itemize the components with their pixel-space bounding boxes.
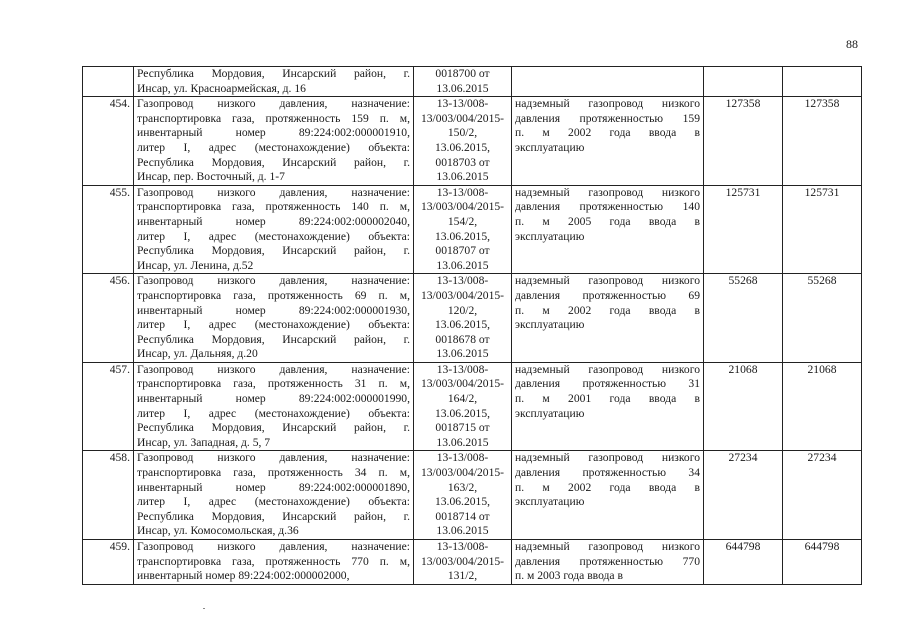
description-line: Республика Мордовия, Инсарский район, г. (137, 155, 410, 169)
registration-line: 13.06.2015 (436, 81, 489, 95)
description-line: Республика Мордовия, Инсарский район, г. (137, 421, 410, 435)
residual-value-cell (783, 67, 862, 97)
characteristics-line: давления протяженностью 140 (515, 200, 700, 214)
book-value-cell: 55268 (704, 274, 783, 363)
object-description-cell (134, 67, 414, 97)
registration-line: 0018714 от (435, 509, 490, 523)
residual-value-cell: 27234 (783, 451, 862, 540)
registration-line: 13-13/008- (436, 274, 489, 288)
row-number-cell: 457. (83, 362, 134, 451)
residual-value-cell: 125731 (783, 185, 862, 274)
row-number-cell (83, 67, 134, 97)
description-line: инвентарный номер 89:224:002:000001910, (137, 126, 410, 140)
characteristics-line: надземный газопровод низкого (515, 274, 700, 288)
book-value-cell: 125731 (704, 185, 783, 274)
registration-line: 13.06.2015 (436, 347, 489, 361)
registration-line: 150/2, (447, 126, 478, 140)
characteristics-line: п. м 2002 года ввода в (515, 126, 700, 140)
book-value-cell: 127358 (704, 97, 783, 186)
registration-line: 0018700 от (435, 67, 490, 80)
object-description-cell (134, 362, 414, 451)
registration-line: 13-13/008- (436, 540, 489, 553)
description-line: литер I, адрес (местонахождение) объекта: (137, 495, 410, 509)
registration-line: 13/003/004/2015- (420, 111, 505, 125)
residual-value-cell: 644798 (783, 540, 862, 585)
table-row (83, 540, 862, 585)
characteristics-line: давления протяженностью 69 (515, 288, 700, 302)
object-description-cell (134, 97, 414, 186)
characteristics-line: эксплуатацию (515, 495, 585, 509)
description-line: Инсар, ул. Западная, д. 5, 7 (137, 435, 271, 449)
description-line: Газопровод низкого давления, назначение: (137, 451, 410, 465)
registration-cell (414, 274, 512, 363)
book-value-cell: 644798 (704, 540, 783, 585)
characteristics-line: надземный газопровод низкого (515, 362, 700, 376)
registration-line: 13-13/008- (436, 97, 489, 111)
description-line: литер I, адрес (местонахождение) объекта: (137, 318, 410, 332)
characteristics-line: давления протяженностью 159 (515, 111, 700, 125)
registration-line: 0018703 от (435, 155, 490, 169)
characteristics-line: эксплуатацию (515, 406, 585, 420)
object-description-cell (134, 451, 414, 540)
description-line: Инсар, ул. Ленина, д.52 (137, 258, 254, 272)
description-line: Газопровод низкого давления, назначение: (137, 274, 410, 288)
characteristics-cell (512, 97, 704, 186)
description-line: Газопровод низкого давления, назначение: (137, 362, 410, 376)
registration-line: 164/2, (447, 392, 478, 406)
registration-line: 13.06.2015 (436, 170, 489, 184)
description-line: Газопровод низкого давления, назначение: (137, 185, 410, 199)
registration-line: 13/003/004/2015- (420, 554, 505, 568)
registration-cell (414, 540, 512, 585)
characteristics-line: надземный газопровод низкого (515, 540, 700, 553)
characteristics-line: эксплуатацию (515, 140, 585, 154)
table-row (83, 451, 862, 540)
description-line: литер I, адрес (местонахождение) объекта: (137, 406, 410, 420)
characteristics-line: надземный газопровод низкого (515, 451, 700, 465)
description-line: Газопровод низкого давления, назначение: (137, 540, 410, 553)
characteristics-cell (512, 451, 704, 540)
registration-line: 154/2, (447, 214, 478, 228)
registration-line: 131/2, (447, 569, 478, 583)
description-line: Инсар, ул. Комосомольская, д.36 (137, 524, 299, 538)
book-value-cell (704, 67, 783, 97)
characteristics-line: п. м 2002 года ввода в (515, 303, 700, 317)
characteristics-line: давления протяженностью 31 (515, 377, 700, 391)
description-line: Инсар, пер. Восточный, д. 1-7 (137, 170, 285, 184)
description-line: Газопровод низкого давления, назначение: (137, 97, 410, 111)
description-line: инвентарный номер 89:224:002:000001930, (137, 303, 410, 317)
characteristics-cell (512, 67, 704, 97)
object-description-cell (134, 185, 414, 274)
table-row (83, 97, 862, 186)
row-number-cell: 454. (83, 97, 134, 186)
characteristics-cell (512, 362, 704, 451)
description-line: транспортировка газа, протяженность 159 п. м, (137, 111, 410, 125)
registration-cell (414, 451, 512, 540)
table-row (83, 362, 862, 451)
registration-line: 13.06.2015, (434, 495, 491, 509)
registration-line: 0018707 от (435, 244, 490, 258)
characteristics-line: п. м 2003 года ввода в (515, 569, 623, 583)
description-line: Инсар, ул. Красноармейская, д. 16 (137, 81, 306, 95)
registration-line: 13.06.2015, (434, 318, 491, 332)
characteristics-cell (512, 185, 704, 274)
description-line: транспортировка газа, протяженность 34 п. м, (137, 466, 410, 480)
registration-cell (414, 67, 512, 97)
description-line: транспортировка газа, протяженность 140 п. м, (137, 200, 410, 214)
registration-line: 120/2, (447, 303, 478, 317)
characteristics-line: эксплуатацию (515, 318, 585, 332)
registration-line: 13.06.2015 (436, 258, 489, 272)
description-line: инвентарный номер 89:224:002:000001890, (137, 480, 410, 494)
book-value-cell: 21068 (704, 362, 783, 451)
characteristics-line: давления протяженностью 34 (515, 466, 700, 480)
row-number-cell: 459. (83, 540, 134, 585)
registry-table (82, 66, 862, 585)
description-line: инвентарный номер 89:224:002:000002000, (137, 569, 350, 583)
object-description-cell (134, 540, 414, 585)
row-number-cell: 455. (83, 185, 134, 274)
registration-line: 13.06.2015 (436, 524, 489, 538)
registration-line: 13.06.2015 (436, 435, 489, 449)
description-line: Республика Мордовия, Инсарский район, г. (137, 67, 410, 80)
registry-table-body (83, 67, 862, 585)
registration-line: 13/003/004/2015- (420, 200, 505, 214)
description-line: Республика Мордовия, Инсарский район, г. (137, 509, 410, 523)
description-line: транспортировка газа, протяженность 69 п. м, (137, 288, 410, 302)
description-line: транспортировка газа, протяженность 31 п. м, (137, 377, 410, 391)
characteristics-line: п. м 2002 года ввода в (515, 480, 700, 494)
registration-cell (414, 185, 512, 274)
description-line: транспортировка газа, протяженность 770 п. м, (137, 554, 410, 568)
registration-line: 13-13/008- (436, 451, 489, 465)
residual-value-cell: 21068 (783, 362, 862, 451)
description-line: Республика Мордовия, Инсарский район, г. (137, 332, 410, 346)
description-line: Республика Мордовия, Инсарский район, г. (137, 244, 410, 258)
description-line: Инсар, ул. Дальняя, д.20 (137, 347, 258, 361)
registration-line: 13.06.2015, (434, 140, 491, 154)
registration-line: 13.06.2015, (434, 406, 491, 420)
registration-line: 13-13/008- (436, 185, 489, 199)
residual-value-cell: 127358 (783, 97, 862, 186)
description-line: инвентарный номер 89:224:002:000001990, (137, 392, 410, 406)
scan-mark (203, 608, 205, 609)
description-line: литер I, адрес (местонахождение) объекта: (137, 229, 410, 243)
description-line: инвентарный номер 89:224:002:000002040, (137, 214, 410, 228)
row-number-cell: 456. (83, 274, 134, 363)
characteristics-line: надземный газопровод низкого (515, 97, 700, 111)
registration-line: 13/003/004/2015- (420, 466, 505, 480)
table-row (83, 185, 862, 274)
characteristics-line: надземный газопровод низкого (515, 185, 700, 199)
registration-line: 0018715 от (435, 421, 490, 435)
characteristics-line: п. м 2005 года ввода в (515, 214, 700, 228)
characteristics-cell (512, 274, 704, 363)
table-row (83, 67, 862, 97)
characteristics-line: давления протяженностью 770 (515, 554, 700, 568)
registration-line: 13/003/004/2015- (420, 377, 505, 391)
characteristics-line: эксплуатацию (515, 229, 585, 243)
residual-value-cell: 55268 (783, 274, 862, 363)
registration-cell (414, 362, 512, 451)
row-number-cell: 458. (83, 451, 134, 540)
description-line: литер I, адрес (местонахождение) объекта: (137, 140, 410, 154)
characteristics-line: п. м 2001 года ввода в (515, 392, 700, 406)
registration-line: 13/003/004/2015- (420, 288, 505, 302)
registration-line: 13.06.2015, (434, 229, 491, 243)
book-value-cell: 27234 (704, 451, 783, 540)
registration-line: 13-13/008- (436, 362, 489, 376)
registration-cell (414, 97, 512, 186)
object-description-cell (134, 274, 414, 363)
table-row (83, 274, 862, 363)
page-number: 88 (846, 37, 858, 51)
registration-line: 163/2, (447, 480, 478, 494)
characteristics-cell (512, 540, 704, 585)
registration-line: 0018678 от (435, 332, 490, 346)
